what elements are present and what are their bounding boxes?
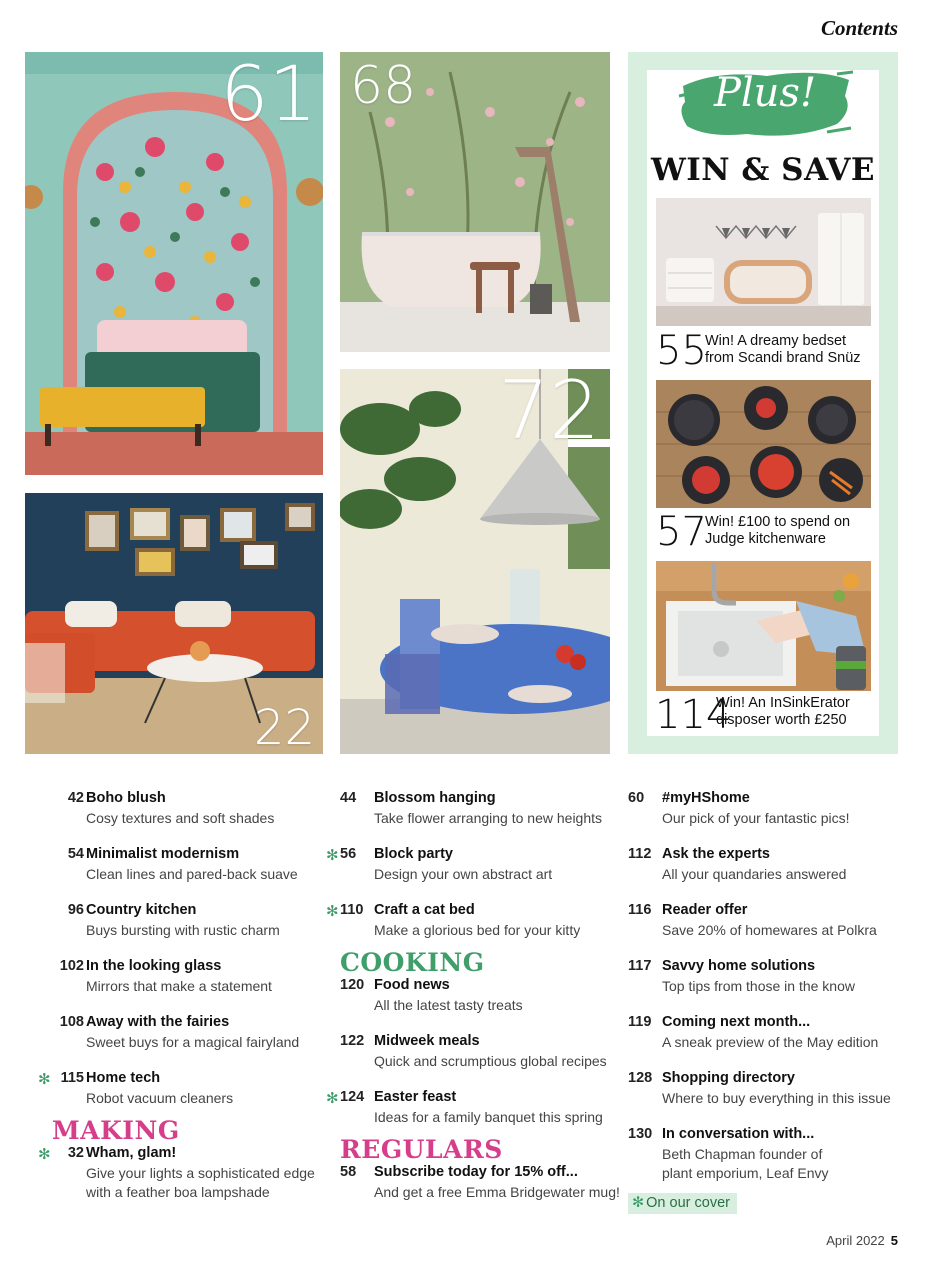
competition-page-number: 57	[656, 509, 707, 555]
entry-description: Mirrors that make a statement	[86, 978, 272, 994]
entry-page-number: 58	[340, 1164, 357, 1180]
entry-title: Craft a cat bed	[374, 902, 475, 918]
entry-description: Cosy textures and soft shades	[86, 810, 275, 826]
competition-text: Win! An InSinkErator disposer worth £250	[716, 695, 850, 728]
entry-title: #myHShome	[662, 790, 750, 806]
page-number: 5	[890, 1233, 898, 1248]
entry-page-number: 60	[628, 790, 645, 806]
entry-page-number: 112	[628, 846, 652, 862]
competition-text: Win! £100 to spend on Judge kitchenware	[705, 514, 851, 547]
competition-text: Win! A dreamy bedset from Scandi brand Snüz	[705, 333, 861, 366]
section-heading-regulars: REGULARS	[340, 1135, 503, 1164]
competition-photo-bedset[interactable]	[656, 198, 871, 326]
cover-star-icon: ✻	[38, 1146, 51, 1163]
entry-title: Block party	[374, 846, 453, 862]
entry-title: Ask the experts	[662, 846, 770, 862]
entry-page-number: 130	[628, 1126, 653, 1142]
entry-page-number: 56	[340, 846, 357, 862]
entry-description: All the latest tasty treats	[374, 997, 523, 1013]
entry-description: Buys bursting with rustic charm	[86, 922, 280, 938]
entry-title: Minimalist modernism	[86, 846, 240, 862]
entry-description: And get a free Emma Bridgewater mug!	[374, 1184, 620, 1200]
entry-title: Savvy home solutions	[662, 958, 816, 974]
cover-star-icon: ✻	[632, 1195, 645, 1211]
pans-image	[656, 380, 871, 508]
entry-page-number: 96	[67, 902, 84, 918]
entry-description: Top tips from those in the know	[662, 978, 855, 994]
feature-photo-living-room[interactable]	[25, 493, 323, 754]
entry-page-number: 128	[628, 1070, 653, 1086]
plus-label: Plus!	[713, 70, 817, 116]
entry-page-number: 54	[67, 846, 84, 862]
entry-title: Away with the fairies	[86, 1014, 230, 1030]
entry-title: In conversation with...	[662, 1126, 815, 1142]
page-title: Contents	[820, 16, 898, 40]
cover-star-icon: ✻	[326, 1090, 339, 1107]
competition-page-number: 114	[655, 692, 732, 738]
entry-page-number: 110	[340, 902, 364, 918]
page-footer	[826, 1233, 898, 1248]
entry-page-number: 32	[67, 1145, 84, 1161]
entry-title: Wham, glam!	[86, 1145, 177, 1161]
competition-photo-disposer[interactable]	[656, 561, 871, 691]
sink-image	[656, 561, 871, 691]
entry-title: Shopping directory	[662, 1070, 795, 1086]
entry-page-number: 108	[59, 1014, 84, 1030]
feature-photo-bathroom[interactable]	[340, 52, 610, 352]
cover-star-icon: ✻	[38, 1071, 51, 1088]
entry-title: Country kitchen	[86, 902, 197, 918]
entry-title: Boho blush	[86, 790, 166, 806]
feature-page-number: 68	[350, 56, 417, 116]
entry-description: Clean lines and pared-back suave	[86, 866, 298, 882]
entry-page-number: 102	[59, 958, 84, 974]
feature-photo-bedroom[interactable]	[25, 52, 323, 475]
entry-title: Midweek meals	[374, 1033, 480, 1049]
entry-description: Ideas for a family banquet this spring	[374, 1109, 603, 1125]
entry-title: Reader offer	[662, 902, 748, 918]
entry-title: Home tech	[86, 1070, 161, 1086]
on-our-cover-badge	[628, 1193, 737, 1214]
feature-page-number: 61	[220, 52, 317, 138]
entry-page-number: 124	[340, 1089, 365, 1105]
entry-page-number: 120	[340, 977, 365, 993]
entry-title: Coming next month...	[662, 1014, 811, 1030]
section-heading-cooking: COOKING	[340, 948, 485, 977]
entry-title: In the looking glass	[86, 958, 222, 974]
entry-description: Make a glorious bed for your kitty	[374, 922, 581, 938]
entry-page-number: 42	[67, 790, 84, 806]
entry-description: A sneak preview of the May edition	[662, 1034, 879, 1050]
competition-photo-kitchenware[interactable]	[656, 380, 871, 508]
entry-title: Easter feast	[374, 1089, 457, 1105]
entry-description: Robot vacuum cleaners	[86, 1090, 234, 1106]
entry-page-number: 122	[340, 1033, 365, 1049]
feature-page-number: 72	[498, 369, 600, 457]
cover-star-icon: ✻	[326, 903, 339, 920]
entry-title: Blossom hanging	[374, 790, 496, 806]
entry-description: Our pick of your fantastic pics!	[662, 810, 850, 826]
entry-description: All your quandaries answered	[662, 866, 847, 882]
entry-description: Beth Chapman founder of plant emporium, Leaf Envy	[662, 1146, 829, 1181]
entry-page-number: 44	[340, 790, 357, 806]
section-heading-making: MAKING	[52, 1116, 180, 1145]
entry-page-number: 116	[628, 902, 652, 918]
win-save-heading: WIN & SAVE	[650, 152, 876, 188]
competition-page-number: 55	[656, 328, 707, 374]
nursery-image	[656, 198, 871, 326]
cover-star-icon: ✻	[326, 847, 339, 864]
entry-description: Design your own abstract art	[374, 866, 553, 882]
entry-page-number: 117	[628, 958, 652, 974]
cover-badge-label: On our cover	[646, 1195, 730, 1211]
feature-photo-dining[interactable]	[340, 369, 610, 754]
feature-page-number: 22	[253, 700, 315, 754]
entry-description: Quick and scrumptious global recipes	[374, 1053, 607, 1069]
entry-page-number: 115	[60, 1070, 84, 1086]
issue-date: April 2022	[826, 1233, 885, 1248]
entry-description: Save 20% of homewares at Polkra	[662, 922, 877, 938]
entry-description: Take flower arranging to new heights	[374, 810, 603, 826]
entry-title: Food news	[374, 977, 450, 993]
entry-page-number: 119	[628, 1014, 652, 1030]
entry-description: Where to buy everything in this issue	[662, 1090, 891, 1106]
entry-description: Sweet buys for a magical fairyland	[86, 1034, 300, 1050]
entry-description: Give your lights a sophisticated edge with a feather boa lampshade	[86, 1165, 315, 1200]
entry-title: Subscribe today for 15% off...	[374, 1164, 578, 1180]
